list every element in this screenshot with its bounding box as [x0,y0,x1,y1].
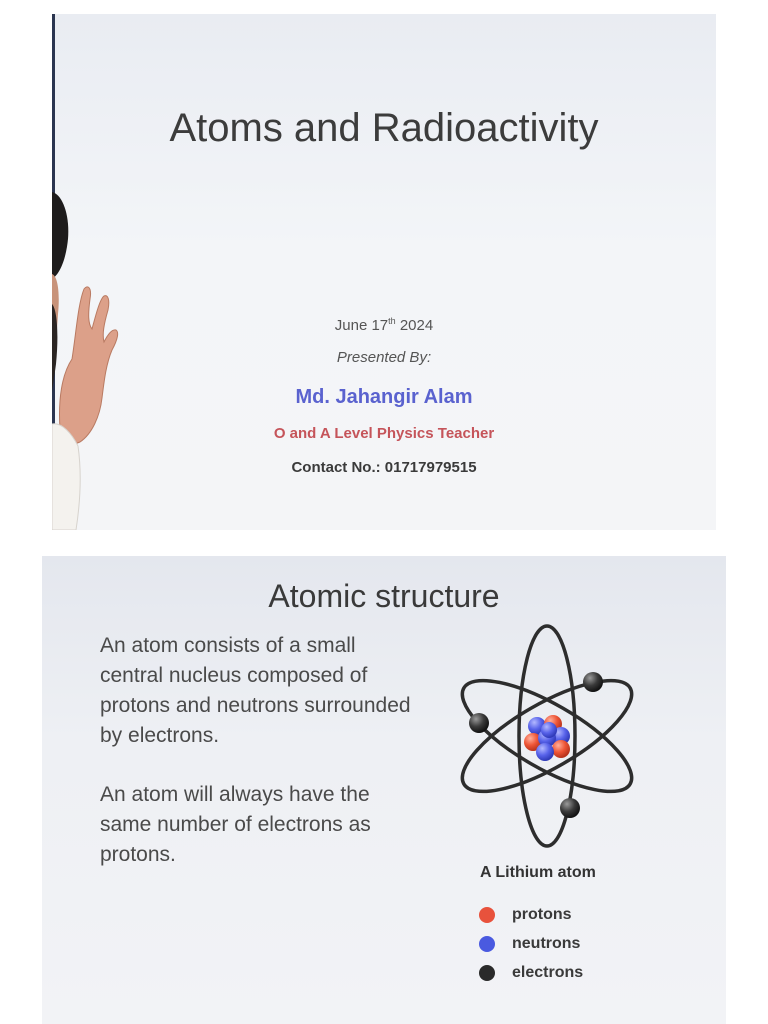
paragraph-atom-composition: An atom consists of a small central nucleus composed of protons and neutrons surrounded by electrons. [100,634,411,747]
lithium-atom-diagram [437,618,657,848]
presenter-role: O and A Level Physics Teacher [273,425,495,442]
legend-label: neutrons [512,935,581,952]
legend-item-protons [479,905,572,925]
neutron-dot-icon [479,936,495,952]
legend-item-electrons [479,963,583,983]
electron-3 [560,798,580,818]
legend-label: protons [512,906,572,923]
slide-title: Atoms and Radioactivity [169,106,599,150]
title-slide [52,14,716,530]
presentation-date: June 17th 2024 [334,316,434,334]
diagram-caption: A Lithium atom [480,864,596,881]
electron-2 [469,713,489,733]
legend-label: electrons [512,964,584,981]
presenter-name: Md. Jahangir Alam [295,386,473,408]
proton-dot-icon [479,907,495,923]
contact-number: Contact No.: 01717979515 [291,459,477,476]
presented-by-label: Presented By: [336,349,432,366]
legend-item-neutrons [479,934,580,954]
paragraph-electrons-protons: An atom will always have the same number of electrons as protons. [100,783,371,866]
electron-dot-icon [479,965,495,981]
atomic-structure-slide [42,556,726,1024]
electron-1 [583,672,603,692]
slide-title: Atomic structure [268,578,500,614]
nucleus [524,715,570,761]
